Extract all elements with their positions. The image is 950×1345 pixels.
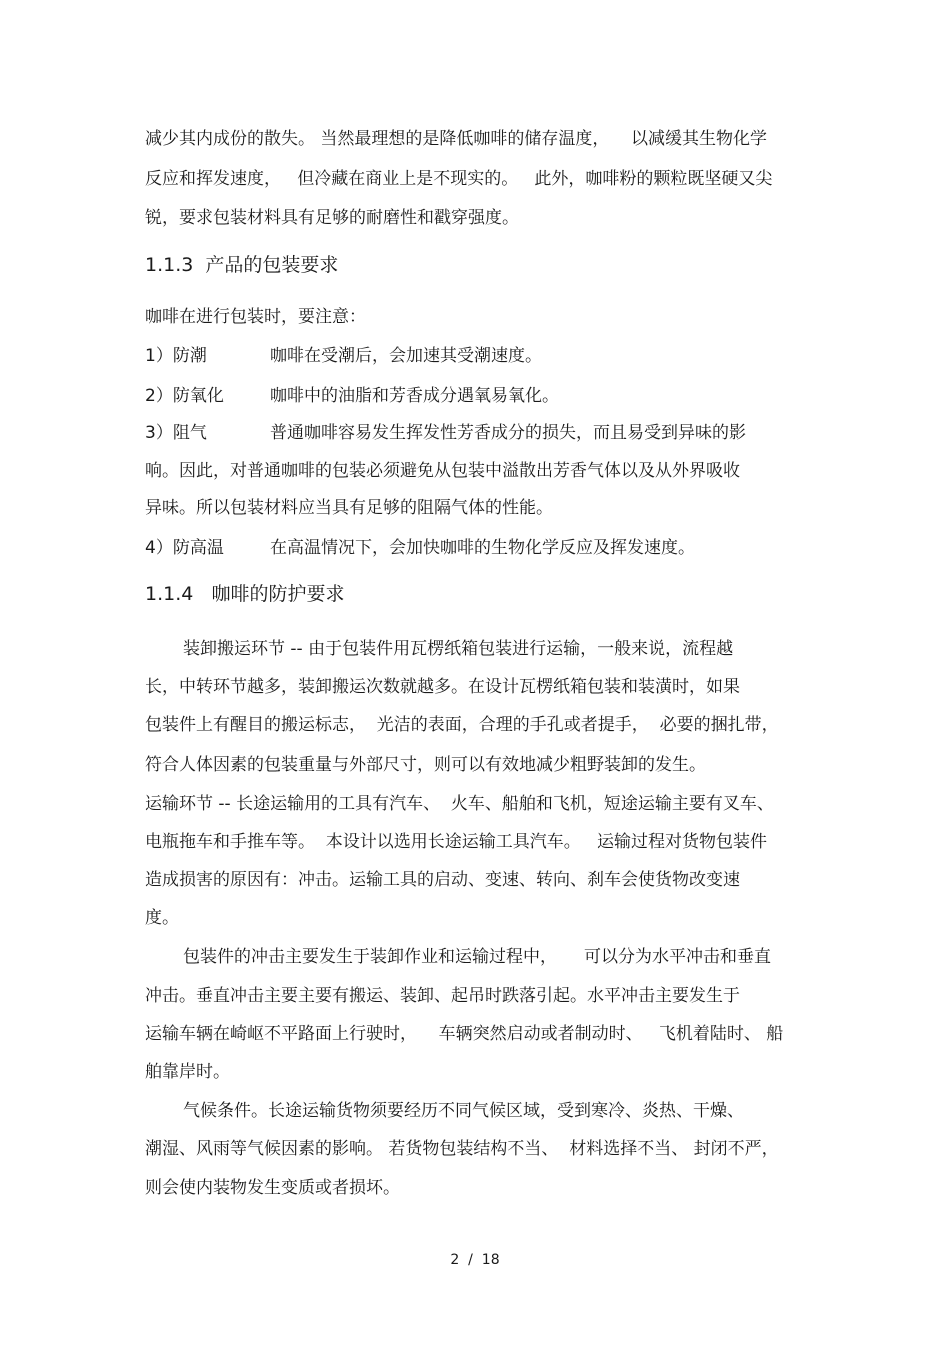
para3-line-2: 冲击。垂直冲击主要主要有搬运、装卸、起吊时跌落引起。水平冲击主要发生于 bbox=[145, 986, 740, 1006]
para4-line-1: 气候条件。长途运输货物须要经历不同气候区域，受到寒冷、炎热、干燥、 bbox=[183, 1101, 744, 1121]
para2-line-4: 度。 bbox=[145, 908, 179, 928]
para2-line-3: 造成损害的原因有：冲击。运输工具的启动、变速、转向、刹车会使货物改变速 bbox=[145, 870, 740, 890]
section-heading-1-1-4: 1.1.4 咖啡的防护要求 bbox=[145, 583, 345, 605]
para3-line-4: 舶靠岸时。 bbox=[145, 1062, 230, 1082]
para4-line-3: 则会使内装物发生变质或者损坏。 bbox=[145, 1178, 400, 1198]
para3-line-3: 运输车辆在崎岖不平路面上行驶时， 车辆突然启动或者制动时、 飞机着陆时、 船 bbox=[145, 1024, 784, 1044]
item-desc-oxidation: 咖啡中的油脂和芳香成分遇氧易氧化。 bbox=[270, 386, 559, 406]
gas-barrier-continuation-2: 异味。所以包装材料应当具有足够的阻隔气体的性能。 bbox=[145, 498, 553, 518]
section-lead-text: 咖啡在进行包装时，要注意： bbox=[145, 307, 366, 327]
intro-line-3: 锐，要求包装材料具有足够的耐磨性和戳穿强度。 bbox=[145, 208, 519, 228]
para1-line-1: 装卸搬运环节 -- 由于包装件用瓦楞纸箱包装进行运输，一般来说，流程越 bbox=[183, 639, 734, 659]
intro-line-2: 反应和挥发速度， 但冷藏在商业上是不现实的。 此外，咖啡粉的颗粒既坚硬又尖 bbox=[145, 169, 773, 189]
para1-line-2: 长，中转环节越多，装卸搬运次数就越多。在设计瓦楞纸箱包装和装潢时，如果 bbox=[145, 677, 740, 697]
item-label-gas-barrier: 3）阻气 bbox=[145, 423, 207, 443]
item-desc-high-temp: 在高温情况下，会加快咖啡的生物化学反应及挥发速度。 bbox=[270, 538, 695, 558]
item-label-moisture: 1）防潮 bbox=[145, 346, 207, 366]
para4-line-2: 潮湿、风雨等气候因素的影响。 若货物包装结构不当、 材料选择不当、 封闭不严， bbox=[145, 1139, 779, 1159]
page-number: 2 / 18 bbox=[450, 1252, 500, 1268]
para3-line-1: 包装件的冲击主要发生于装卸作业和运输过程中， 可以分为水平冲击和垂直 bbox=[183, 947, 772, 967]
item-desc-gas-barrier: 普通咖啡容易发生挥发性芳香成分的损失，而且易受到异味的影 bbox=[270, 423, 746, 443]
section-heading-1-1-3: 1.1.3 产品的包装要求 bbox=[145, 254, 339, 276]
item-desc-moisture: 咖啡在受潮后，会加速其受潮速度。 bbox=[270, 346, 542, 366]
para2-line-1: 运输环节 -- 长途运输用的工具有汽车、 火车、船舶和飞机，短途运输主要有叉车、 bbox=[145, 794, 774, 814]
para2-line-2: 电瓶拖车和手推车等。 本设计以选用长途运输工具汽车。 运输过程对货物包装件 bbox=[145, 832, 768, 852]
intro-line-1: 减少其内成份的散失。 当然最理想的是降低咖啡的储存温度， 以减缓其生物化学 bbox=[145, 129, 768, 149]
gas-barrier-continuation-1: 响。因此，对普通咖啡的包装必须避免从包装中溢散出芳香气体以及从外界吸收 bbox=[145, 461, 740, 481]
item-label-oxidation: 2）防氧化 bbox=[145, 386, 224, 406]
item-label-high-temp: 4）防高温 bbox=[145, 538, 224, 558]
para1-line-4: 符合人体因素的包装重量与外部尺寸，则可以有效地减少粗野装卸的发生。 bbox=[145, 755, 706, 775]
para1-line-3: 包装件上有醒目的搬运标志， 光洁的表面，合理的手孔或者提手， 必要的捆扎带， bbox=[145, 715, 779, 735]
